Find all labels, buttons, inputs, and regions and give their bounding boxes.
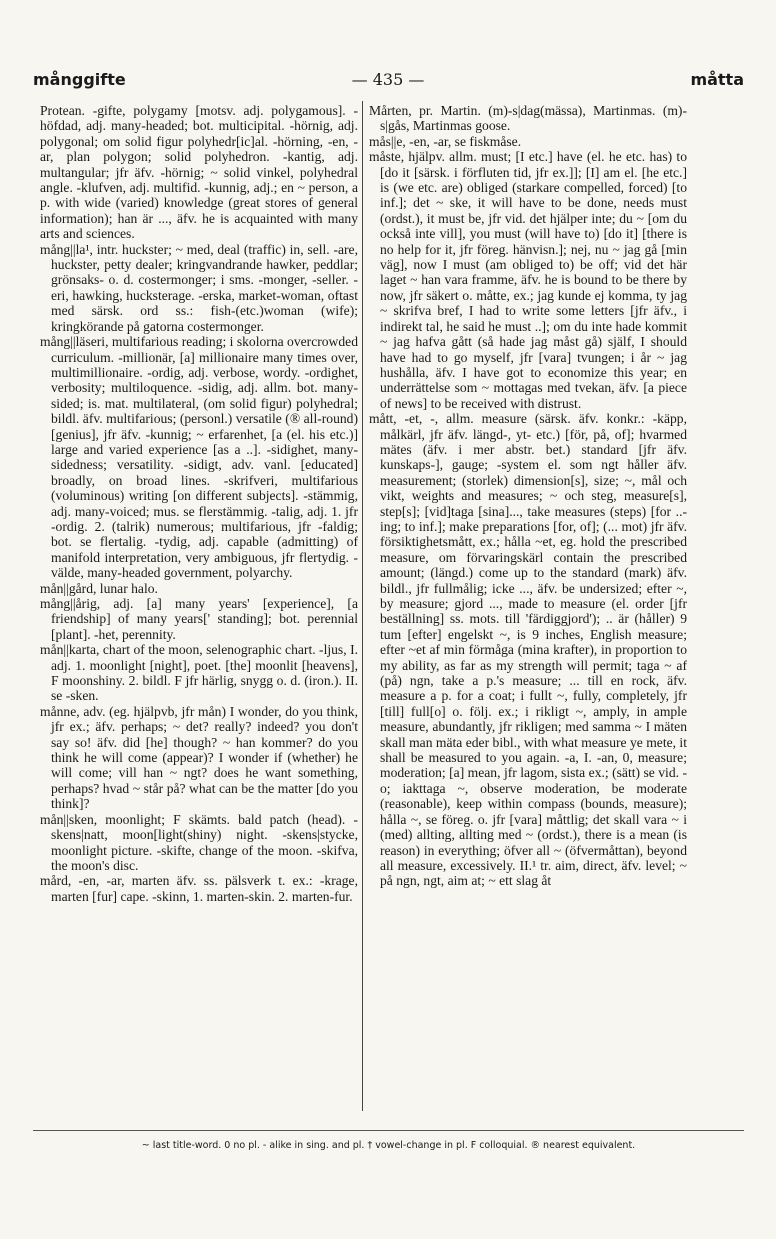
page-number: — 435 —	[351, 70, 425, 89]
entry: månne, adv. (eg. hjälpvb, jfr mån) I wonder, do you think, jfr ex.; äfv. perhaps; ~ det? really? indeed? you don't say so! äfv. did [he] though? ~ han kommer? do you think he will come (appear)? I wonder if (whether) he will come; vill han ~ ngt? does he want something, perhaps? hvad ~ står på? what can be the matter [do you think]?	[40, 703, 358, 812]
entry: mån||gård, lunar halo.	[40, 580, 158, 596]
page-header	[33, 70, 744, 94]
left-guide-word: månggifte	[33, 70, 126, 89]
footer-divider	[33, 1130, 744, 1131]
abbreviation-key: ~ last title-word. 0 no pl. - alike in sing. and pl. † vowel-change in pl. F colloquial. ® nearest equivalent.	[141, 1140, 636, 1151]
left-column	[40, 103, 358, 1108]
column-divider	[362, 101, 363, 1111]
entry: måste, hjälpv. allm. must; [I etc.] have (el. he etc. has) to [do it [särsk. i förfluten tid, jfr ex.]]; [I] am el. [he etc.] is (we etc. are) obliged (starkare compelled, forced) [to inf.]; det ~ ske, it will have to be done, needs must (ordst.), it must be, jfr vid. det hjälper inte; du ~ [om du också inte vill], you must (will have to) [do it] [there is no help for it, jfr föreg. hänvisn.]; nej, nu ~ jag gå [min väg], now I must (am obliged to) be off; vid det här laget ~ han vara framme, äfv. he is bound to be there by now, jfr säkert o. måtte, ex.; jag kunde ej komma, ty jag ~ skrifva bref, I had to write some letters [jfr äfv., i indirekt tal, he said he must ..]; om du inte hade kommit ~ jag hafva gått (så hade jag måst gå) själf, I should have had to go myself, jfr [vara] tvungen; i år ~ jag hushålla, äfv. I have got to economize this year; en underrättelse som ~ mottagas med tvekan, äfv. [a piece of news] to be received with distrust.	[369, 149, 687, 411]
entry: mång||la¹, intr. huckster; ~ med, deal (traffic) in, sell. -are, huckster, petty dealer; kringvandrande hawker, peddlar; grönsaks- o. d. costermonger; i sms. -monger, -seller. -eri, hawking, hucksterage. -erska, market-woman, oftast med särsk. ord ss.: fish-(etc.)woman (wife); kringkörande på gatorna costermonger.	[40, 241, 358, 334]
entry: mått, -et, -, allm. measure (särsk. äfv. konkr.: -käpp, målkärl, jfr äfv. längd-, yt- etc.) [för, på, of]; hvarmed mätes (äfv. i mer abstr. bet.) standard [jfr äfv. kunskaps-], gauge; -system el. som ngt håller äfv. measurement; (storlek) dimension[s], size; ~, mål och vikt, weights and measures; ~ och steg, measure[s], step[s]; [vid]taga [sina]..., take measures (steps) [for ..-ing; to inf.]; make preparations [for, of]; (... mot) jfr äfv. försiktighetsmått, ex.; hålla ~et, eg. hold the prescribed measure, om förvaringskärl contain the prescribed amount; (längd.) come up to the standard (mark) äfv. bildl., jfr fullmålig; icke ..., äfv. be undersized; efter ~, by measure; gjord ..., made to measure (el. order [jfr beställning] ss. mots. till 'färdiggjord'); .. är (håller) 9 tum [efter] engelskt ~, is 9 inches, English measure; efter ~et af min förmåga (mina krafter), in proportion to my ability, as far as my strength will permit; taga ~ af (på) ngn, take a p.'s measure; ... till en rock, äfv. measure a p. for a coat; i fullt ~, fully, completely, jfr [till] full[o] o. följ. ex.; i rikligt ~, amply, in ample measure, abundantly, jfr rikligen; med samma ~ I mäten skall man mäta eder bibl., with what measure ye mete, it shall be measured to you again. -a, I. -an, 0, measure; moderation; [a] mean, jfr lagom, sista ex.; (sätt) se vid. -o; iakttaga ~, observe moderation, be moderate (reasonable), keep within compass (bounds, measure); hålla ~, se föreg. o. jfr [vara] måttlig; det skall vara ~ i (med) allting, allting med ~ (ordst.), there is a mean (is reason) in everything; öfver all ~ (öfvermåttan), beyond all measure, excessively. II.¹ tr. aim, direct, äfv. level; ~ på ngn, ngt, aim at; ~ ett slag åt	[369, 411, 687, 889]
right-guide-word: måtta	[690, 70, 744, 89]
entry: mån||sken, moonlight; F skämts. bald patch (head). -skens|natt, moon[light(shiny) night. -skens|stycke, moonlight picture. -skifte, change of the moon. -skifva, the moon's disc.	[40, 811, 358, 873]
entry: mård, -en, -ar, marten äfv. ss. pälsverk t. ex.: -krage, marten [fur] cape. -skinn, 1. marten-skin. 2. marten-fur.	[40, 873, 358, 904]
entry: mång||årig, adj. [a] many years' [experience], [a friendship] of many years[' standing]; bot. perennial [plant]. -het, perennity.	[40, 596, 358, 642]
right-column	[369, 103, 687, 1108]
entry: mån||karta, chart of the moon, selenographic chart. -ljus, I. adj. 1. moonlight [night], poet. [the] moonlit [heavens], F moonshiny. 2. bildl. F jfr härlig, snygg o. d. (iron.). II. se -sken.	[40, 642, 358, 704]
entry: mås||e, -en, -ar, se fiskmåse.	[369, 133, 522, 149]
entry: Mårten, pr. Martin. (m)-s|dag(mässa), Martinmas. (m)-s|gås, Martinmas goose.	[369, 103, 687, 134]
entry: Protean. -gifte, polygamy [motsv. adj. polygamous]. -höfdad, adj. many-headed; bot. multicipital. -hörnig, adj. polygonal; om solid figur polyhedr[ic]al. -hörning, -en, -ar, plan polygon; solid polyhedron. -kantig, adj. multangular; jfr äfv. -hörnig; ~ solid vinkel, polyhedral angle. -klufven, adj. multifid. -kunnig, adj.; en ~ person, a p. with wide (varied) knowledge (great stores of general information); han är ..., äfv. he is acquainted with many arts and sciences.	[40, 103, 358, 242]
entry: mång||läseri, multifarious reading; i skolorna overcrowded curriculum. -millionär, [a] millionaire many times over, multimillionaire. -ordig, adj. verbose, wordy. -ordighet, verbosity; multiloquence. -sidig, adj. allm. bot. many-sided; is. mat. multilateral, (om solid figur) polyhedral; bildl. äfv. multifarious; (personl.) versatile (® all-round) [genius], jfr äfv. -kunnig; ~ erfarenhet, [a (el. his etc.)] large and varied experience [as a ..]. -sidighet, many-sidedness; versatility. -sidigt, adv. vanl. [educated] broadly, on broad lines. -skrifveri, multifarious (voluminous) writing [on different subjects]. -stämmig, adj. many-voiced; mus. se flerstämmig. -talig, adj. 1. jfr -ordig. 2. (talrik) numerous; multifarious, jfr -faldig; bot. se flertalig. -tydig, adj. capable (admitting) of manifold interpretation, very ambiguous, jfr flertydig. -välde, many-headed government, polyarchy.	[40, 334, 358, 581]
